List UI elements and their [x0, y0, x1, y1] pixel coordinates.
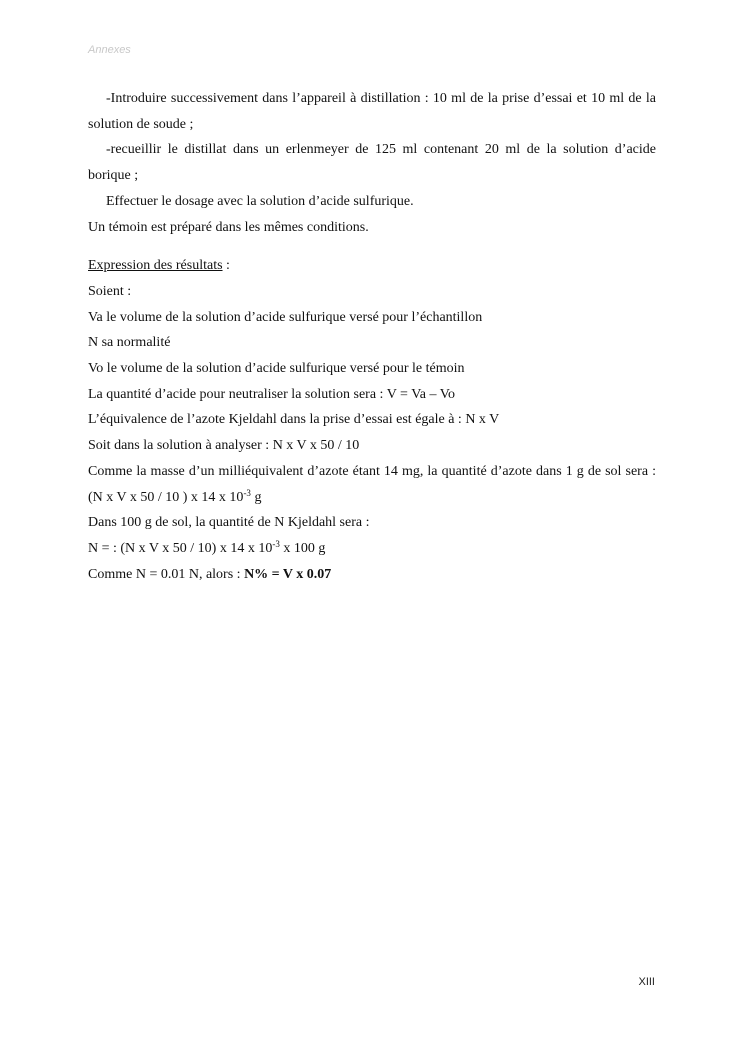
masse-milli-unit: g [250, 489, 262, 505]
vo-definition: Vo le volume de la solution d’acide sulfurique versé pour le témoin [88, 361, 465, 377]
paragraph-gap [88, 240, 656, 253]
masse-milliequivalent-paragraph [88, 459, 656, 510]
formule-unit: x 100 g [279, 540, 326, 556]
solution-analyser-line: Soit dans la solution à analyser : N x V x 50 / 10 [88, 438, 360, 454]
masse-milli-exponent: -3 [243, 487, 251, 498]
step-introduire: -Introduire successivement dans l’appareil à distillation : 10 ml de la prise d’essai et 10 ml de la solution de soude ; [88, 91, 656, 132]
masse-milli-text: Comme la masse d’un milliéquivalent d’azote étant 14 mg, la quantité d’azote dans 1 g de sol sera : (N x V x 50 / 10 ) x 14 x 10 [88, 463, 656, 505]
n-definition: N sa normalité [88, 335, 171, 351]
formule-exponent: -3 [272, 538, 280, 549]
results-heading-suffix: : [222, 258, 230, 274]
equivalence-line: L’équivalence de l’azote Kjeldahl dans la prise d’essai est égale à : N x V [88, 412, 500, 428]
results-heading-line [88, 253, 656, 279]
results-heading: Expression des résultats [88, 258, 223, 274]
conclusion-text: Comme N = 0.01 N, alors : [88, 566, 245, 582]
formule-line [88, 536, 656, 562]
formule-text: N = : (N x V x 50 / 10) x 14 x 10 [88, 540, 273, 556]
running-header: Annexes [88, 44, 131, 56]
document-body [88, 86, 656, 587]
step-recueillir: -recueillir le distillat dans un erlenmeyer de 125 ml contenant 20 ml de la solution d’acide borique ; [88, 142, 656, 184]
step-dosage: Effectuer le dosage avec la solution d’acide sulfurique. [106, 193, 414, 209]
va-definition: Va le volume de la solution d’acide sulfurique versé pour l’échantillon [88, 309, 483, 325]
conclusion-formula: N% = V x 0.07 [244, 566, 332, 582]
page-number: XIII [638, 976, 655, 988]
soient-line: Soient : [88, 283, 132, 299]
quantite-acide-line: La quantité d’acide pour neutraliser la solution sera : V = Va – Vo [88, 386, 456, 402]
dans-100g-line: Dans 100 g de sol, la quantité de N Kjeldahl sera : [88, 515, 370, 531]
conclusion-line [88, 562, 656, 588]
temoin-line: Un témoin est préparé dans les mêmes conditions. [88, 219, 369, 235]
